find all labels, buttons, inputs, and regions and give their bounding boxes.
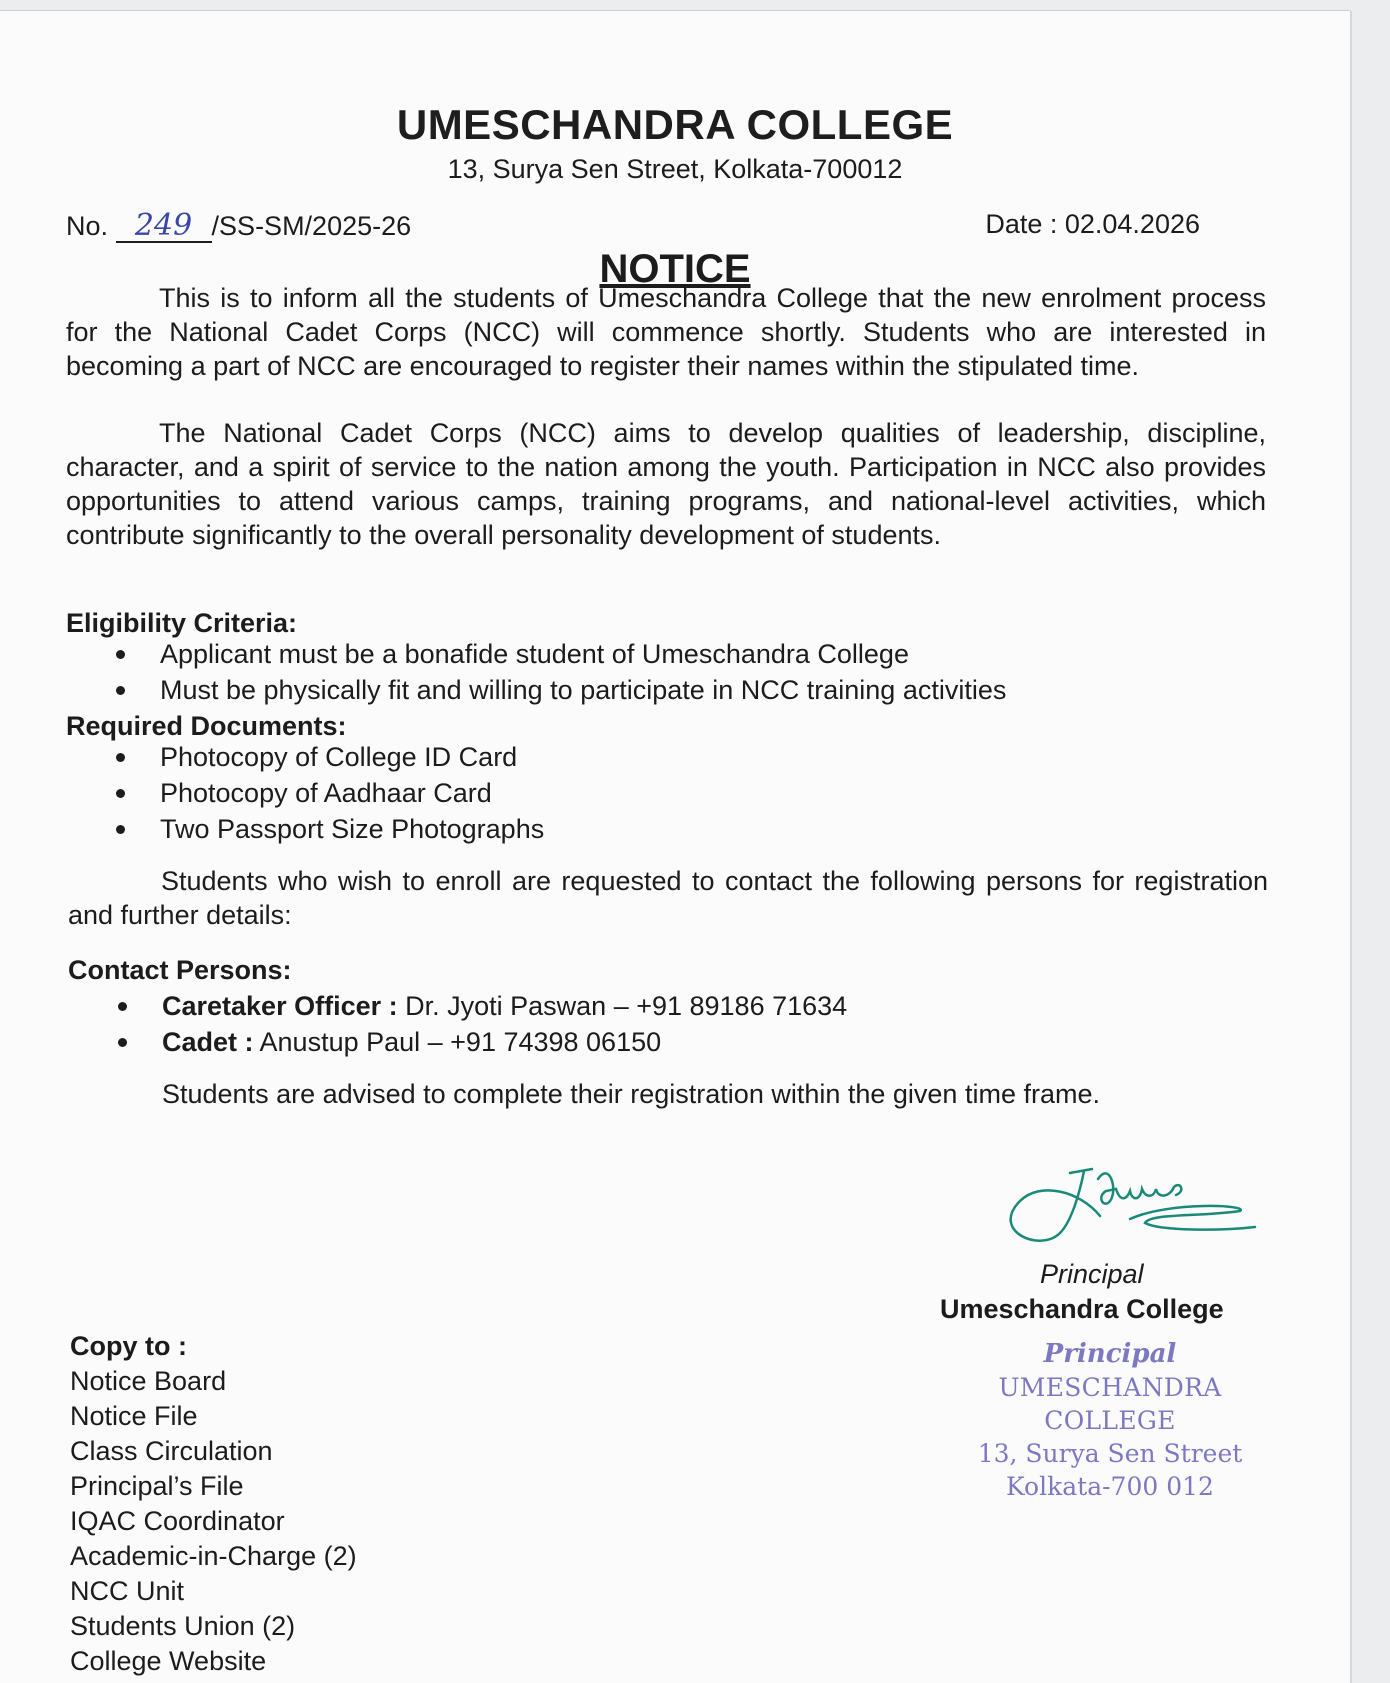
copy-to-item: Academic-in-Charge (2) bbox=[70, 1541, 357, 1571]
contacts-heading: Contact Persons: bbox=[68, 955, 292, 985]
contact-role: Caretaker Officer : bbox=[162, 991, 398, 1021]
contact-role: Cadet : bbox=[162, 1027, 254, 1057]
stamp-title: Principal bbox=[1043, 1339, 1177, 1369]
documents-list bbox=[160, 739, 544, 847]
contact-intro: Students who wish to enroll are requested to contact the following persons for registration and further details: bbox=[68, 866, 1268, 930]
signatory-title: Principal bbox=[1040, 1259, 1144, 1289]
ref-prefix: No. bbox=[66, 211, 109, 241]
copy-to-item: College Website bbox=[70, 1646, 267, 1676]
contact-item-cadet bbox=[162, 1024, 847, 1060]
copy-to-list bbox=[70, 1329, 357, 1679]
stamp-college: UMESCHANDRA COLLEGE bbox=[998, 1373, 1222, 1435]
contact-item-caretaker bbox=[162, 988, 847, 1024]
paragraph-ncc-aims: The National Cadet Corps (NCC) aims to develop qualities of leadership, discipline, character, and a spirit of service to the nation among the youth. Participation in NCC also provides opportunities to attend various camps, training programs, and national-level activities, which contribute significantly to the overall personality development of students. bbox=[66, 418, 1266, 550]
signatory-institution: Umeschandra College bbox=[940, 1294, 1224, 1324]
eligibility-item: Must be physically fit and willing to participate in NCC training activities bbox=[160, 672, 1006, 708]
document-item: Photocopy of Aadhaar Card bbox=[160, 775, 544, 811]
copy-to-item: Class Circulation bbox=[70, 1436, 273, 1466]
reference-number bbox=[66, 208, 412, 243]
document-item: Two Passport Size Photographs bbox=[160, 811, 544, 847]
notice-page bbox=[0, 10, 1350, 1683]
eligibility-item: Applicant must be a bonafide student of Umeschandra College bbox=[160, 636, 1006, 672]
document-item: Photocopy of College ID Card bbox=[160, 739, 544, 775]
notice-date: Date : 02.04.2026 bbox=[985, 209, 1200, 239]
page-edge bbox=[1350, 11, 1352, 1683]
ref-suffix: /SS-SM/2025-26 bbox=[211, 211, 412, 241]
copy-to-item: Notice File bbox=[70, 1401, 198, 1431]
eligibility-list bbox=[160, 636, 1006, 708]
college-address: 13, Surya Sen Street, Kolkata-700012 bbox=[447, 154, 903, 184]
copy-to-item: NCC Unit bbox=[70, 1576, 185, 1606]
stamp-street: 13, Surya Sen Street bbox=[977, 1439, 1243, 1468]
closing-statement: Students are advised to complete their registration within the given time frame. bbox=[162, 1079, 1100, 1109]
copy-to-item: IQAC Coordinator bbox=[70, 1506, 285, 1536]
copy-to-heading: Copy to : bbox=[70, 1331, 187, 1361]
contact-detail: Anustup Paul – +91 74398 06150 bbox=[253, 1027, 662, 1057]
contacts-list bbox=[162, 988, 847, 1060]
contact-detail: Dr. Jyoti Paswan – +91 89186 71634 bbox=[397, 991, 848, 1021]
handwritten-ref-number: 249 bbox=[116, 211, 212, 243]
copy-to-item: Notice Board bbox=[70, 1366, 227, 1396]
documents-heading: Required Documents: bbox=[66, 711, 347, 741]
copy-to-item: Students Union (2) bbox=[70, 1611, 296, 1641]
notice-heading: NOTICE bbox=[599, 247, 751, 291]
eligibility-heading: Eligibility Criteria: bbox=[66, 608, 298, 638]
paragraph-intro: This is to inform all the students of Umeschandra College that the new enrolment process for the National Cadet Corps (NCC) will commence shortly. Students who are interested in becoming a part of NCC are encouraged to register their names within the stipulated time. bbox=[66, 283, 1266, 381]
stamp-city: Kolkata-700 012 bbox=[1006, 1472, 1214, 1501]
official-stamp bbox=[930, 1338, 1290, 1503]
college-name: UMESCHANDRA COLLEGE bbox=[396, 101, 954, 148]
copy-to-item: Principal’s File bbox=[70, 1471, 244, 1501]
